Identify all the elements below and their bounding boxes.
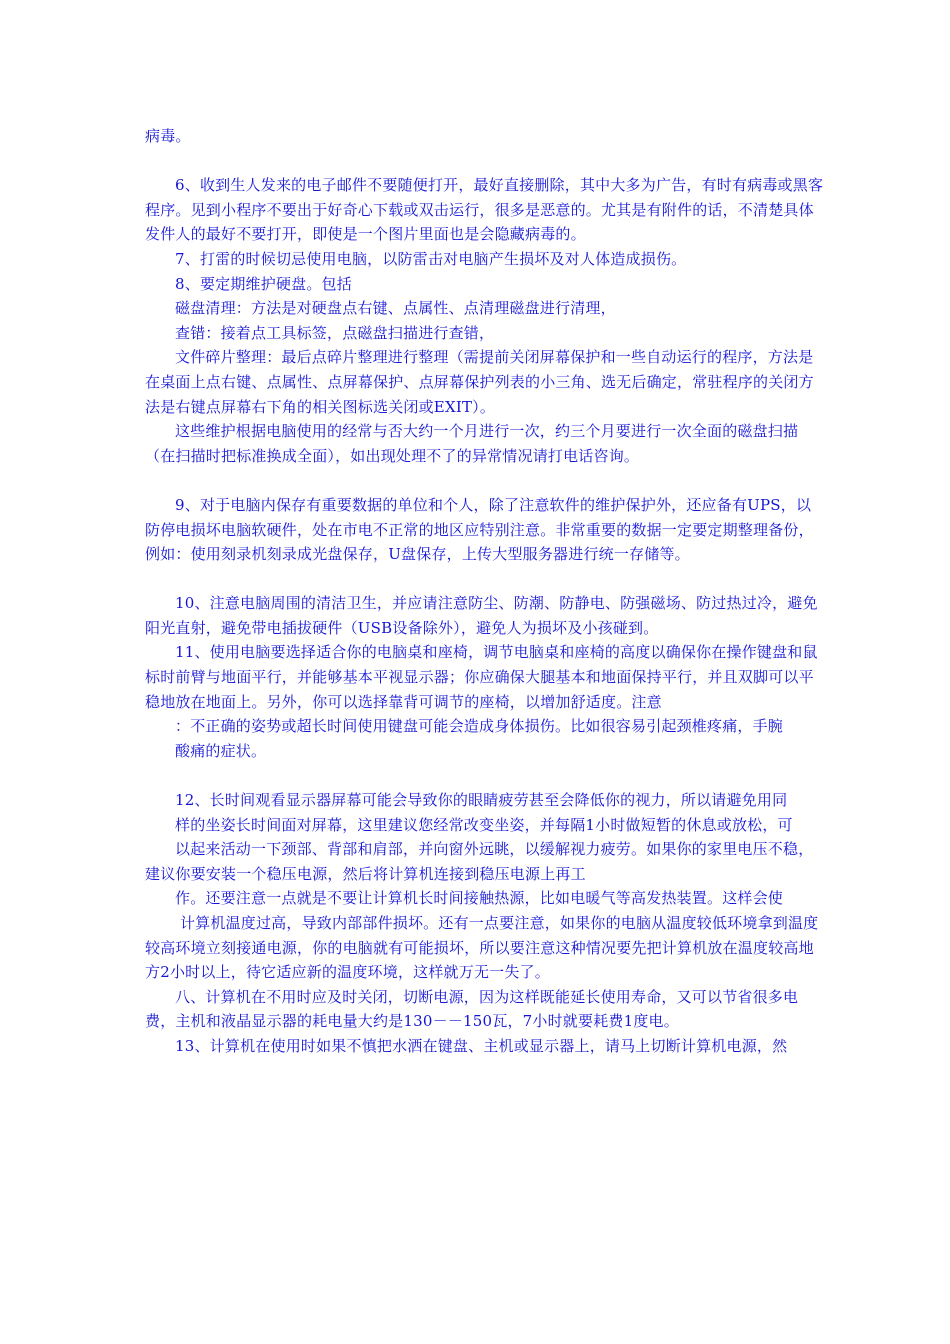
paragraph: 9、对于电脑内保存有重要数据的单位和个人，除了注意软件的维护保护外，还应备有UPS，以防停电损坏电脑软硬件，处在市电不正常的地区应特别注意。非常重要的数据一定要定期整理备份，例如：使用刻录机刻录成光盘保存，U盘保存，上传大型服务器进行统一存储等。: [145, 495, 814, 564]
paragraph: 12、长时间观看显示器屏幕可能会导致你的眼睛疲劳甚至会降低你的视力，所以请避免用同: [175, 791, 788, 810]
document-body: [145, 124, 825, 1059]
paragraph: 文件碎片整理：最后点碎片整理进行整理（需提前关闭屏幕保护和一些自动运行的程序，方法是在桌面上点右键、点属性、点屏幕保护、点屏幕保护列表的小三角、选无后确定，常驻程序的关闭方法是右键点屏幕右下角的相关图标选关闭或EXIT）。: [145, 348, 814, 416]
paragraph: 八、计算机在不用时应及时关闭，切断电源，因为这样既能延长使用寿命，又可以节省很多电费，主机和液晶显示器的耗电量大约是130－－150瓦，7小时就要耗费1度电。: [145, 987, 799, 1031]
paragraph: 6、收到生人发来的电子邮件不要随便打开，最好直接删除，其中大多为广告，有时有病毒或黑客程序。见到小程序不要出于好奇心下载或双击运行，很多是恶意的。尤其是有附件的话，不清楚具体发件人的最好不要打开，即使是一个图片里面也是会隐藏病毒的。: [145, 176, 824, 244]
paragraph: 11、使用电脑要选择适合你的电脑桌和座椅，调节电脑桌和座椅的高度以确保你在操作键盘和鼠标时前臂与地面平行，并能够基本平视显示器；你应确保大腿基本和地面保持平行，并且双脚可以平稳地放在地面上。另外，你可以选择靠背可调节的座椅，以增加舒适度。注意: [145, 643, 818, 711]
paragraph: 病毒。: [145, 127, 191, 145]
paragraph: 样的坐姿长时间面对屏幕，这里建议您经常改变坐姿，并每隔1小时做短暂的休息或放松，可: [175, 815, 793, 834]
paragraph: 以起来活动一下颈部、背部和肩部，并向窗外远眺，以缓解视力疲劳。如果你的家里电压不稳，建议你要安装一个稳压电源，然后将计算机连接到稳压电源上再工: [145, 840, 814, 883]
blank-line: [145, 149, 825, 174]
blank-line: [145, 567, 825, 592]
blank-line: [145, 468, 825, 493]
blank-line: [145, 763, 825, 788]
paragraph: 查错：接着点工具标签，点磁盘扫描进行查错，: [175, 323, 495, 342]
paragraph: 8、要定期维护硬盘。包括: [175, 274, 352, 293]
paragraph: 这些维护根据电脑使用的经常与否大约一个月进行一次，约三个月要进行一次全面的磁盘扫描（在扫描时把标准换成全面），如出现处理不了的异常情况请打电话咨询。: [145, 422, 799, 465]
paragraph: 作。还要注意一点就是不要让计算机长时间接触热源，比如电暖气等高发热装置。这样会使: [175, 889, 784, 908]
paragraph: 7、打雷的时候切忌使用电脑，以防雷击对电脑产生损坏及对人体造成损伤。: [175, 249, 687, 268]
paragraph: 计算机温度过高，导致内部部件损坏。还有一点要注意，如果你的电脑从温度较低环境拿到温度较高环境立刻接通电源，你的电脑就有可能损坏，所以要注意这种情况要先把计算机放在温度较高地方2小时以上，待它适应新的温度环境，这样就万无一失了。: [145, 914, 819, 982]
paragraph: 磁盘清理：方法是对硬盘点右键、点属性、点清理磁盘进行清理，: [175, 299, 616, 318]
paragraph: 13、计算机在使用时如果不慎把水洒在键盘、主机或显示器上，请马上切断计算机电源，然: [175, 1036, 788, 1055]
paragraph: ：不正确的姿势或超长时间使用键盘可能会造成身体损伤。比如很容易引起颈椎疼痛，手腕: [175, 717, 784, 736]
paragraph: 酸痛的症状。: [175, 741, 267, 760]
paragraph: 10、注意电脑周围的清洁卫生，并应请注意防尘、防潮、防静电、防强磁场、防过热过冷，避免阳光直射，避免带电插拔硬件（USB设备除外），避免人为损坏及小孩碰到。: [145, 594, 818, 637]
